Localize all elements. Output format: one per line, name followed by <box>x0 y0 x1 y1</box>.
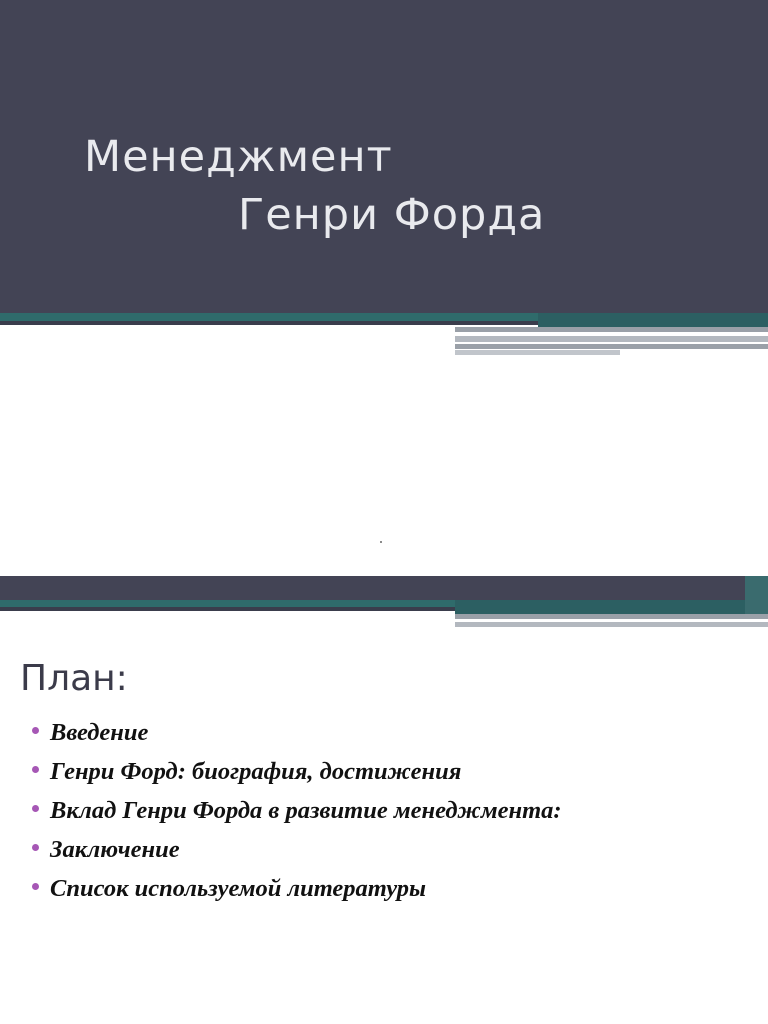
teal-accent-block <box>745 576 768 614</box>
list-item <box>32 829 562 868</box>
list-item <box>32 790 562 829</box>
slide-title-line-1: Менеджмент <box>84 132 393 182</box>
teal-accent-block <box>538 313 768 327</box>
dark-accent-strip <box>0 321 538 325</box>
bullet-icon <box>32 727 39 734</box>
bullet-icon <box>32 766 39 773</box>
title-band <box>0 576 768 600</box>
white-accent-line <box>460 619 710 621</box>
plan-slide <box>0 576 768 1024</box>
dark-accent-strip <box>0 607 455 611</box>
plan-heading: План: <box>20 658 128 699</box>
decorative-dot <box>380 541 382 543</box>
white-accent-line <box>620 627 754 629</box>
list-item-text: Заключение <box>50 836 180 863</box>
bullet-icon <box>32 883 39 890</box>
bullet-icon <box>32 805 39 812</box>
list-item <box>32 868 562 907</box>
list-item <box>32 751 562 790</box>
list-item-text: Генри Форд: биография, достижения <box>50 758 462 785</box>
slide-title-line-2: Генри Форда <box>238 190 546 240</box>
gray-accent-line <box>455 350 620 355</box>
bullet-icon <box>32 844 39 851</box>
list-item-text: Вклад Генри Форда в развитие менеджмента: <box>50 797 562 824</box>
gray-accent-line <box>455 344 768 349</box>
teal-accent-block <box>455 600 768 614</box>
list-item <box>32 712 562 751</box>
white-accent-line <box>460 332 710 334</box>
list-item-text: Введение <box>50 719 149 746</box>
plan-list <box>32 712 562 907</box>
list-item-text: Список используемой литературы <box>50 875 427 902</box>
